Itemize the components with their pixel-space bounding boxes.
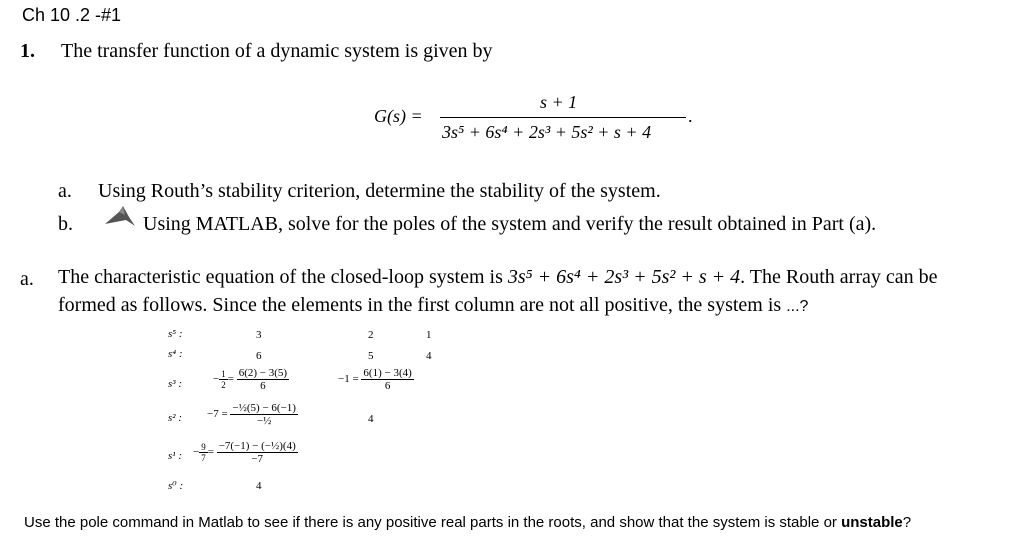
routh-power-s5: s⁵ :	[168, 328, 183, 340]
matlab-logo-icon	[104, 204, 136, 230]
routh-power-s2: s² :	[168, 412, 182, 424]
chapter-label: Ch 10 .2 -#1	[22, 5, 122, 25]
part-a-label: a.	[58, 180, 72, 202]
problem-number: 1.	[20, 40, 35, 62]
routh-s3-c2: −1 = $\frac{6(1) - 3(4)}{6}$	[338, 367, 412, 392]
instruction-text: Use the pole command in Matlab to see if there is any positive real parts in the roots, and show that the system is stable or	[24, 514, 837, 531]
routh-s4-c1: 6	[256, 350, 262, 362]
routh-power-s1: s¹ :	[168, 450, 182, 462]
solution-blank: ...?	[786, 298, 809, 315]
solution-line-1	[58, 266, 938, 289]
equation-period: .	[688, 106, 693, 126]
problem-statement: The transfer function of a dynamic system is given by	[61, 40, 493, 62]
solution-label: a.	[20, 268, 34, 290]
routh-s1-c1: − $\frac{9}{7}$ = $\frac{\text{−7(−1) − (−½)(4)}}{-7}$	[193, 440, 296, 465]
routh-s5-c1: 3	[256, 329, 262, 341]
routh-s3-c1: − $\frac{1}{2}$ = $\frac{6(2) - 3(5)}{6}$	[213, 367, 288, 392]
equation-fraction-bar	[440, 117, 686, 118]
routh-s5-c2: 2	[368, 329, 374, 341]
matlab-instruction	[24, 514, 911, 531]
equation-denominator: 3s⁵ + 6s⁴ + 2s³ + 5s² + s + 4	[442, 122, 652, 142]
solution-line-2-text: formed as follows. Since the elements in the first column are not all positive, the system is	[58, 294, 782, 316]
equation-lhs: G(s) =	[374, 106, 423, 126]
routh-power-s3: s³ :	[168, 378, 182, 390]
routh-s0-c1: 4	[256, 480, 262, 492]
solution-line-1-end: . The Routh array can be	[740, 266, 938, 288]
instruction-end: ?	[902, 514, 912, 531]
part-b-text: Using MATLAB, solve for the poles of the system and verify the result obtained in Part (a).	[143, 213, 877, 235]
equation-numerator: s + 1	[540, 92, 578, 112]
characteristic-equation: 3s⁵ + 6s⁴ + 2s³ + 5s² + s + 4	[507, 266, 741, 288]
routh-s2-c2: 4	[368, 413, 374, 425]
routh-s2-c1: −7 = $\frac{\text{−½(5) − 6(−1)}}{\text{−½}}$	[207, 402, 296, 427]
routh-power-s0: s⁰ :	[168, 480, 184, 492]
solution-line-2	[58, 294, 808, 317]
routh-s4-c3: 4	[426, 350, 432, 362]
part-a-text: Using Routh’s stability criterion, determine the stability of the system.	[98, 180, 661, 202]
routh-s4-c2: 5	[368, 350, 374, 362]
solution-line-1-start: The characteristic equation of the closed-loop system is	[58, 266, 503, 288]
routh-s5-c3: 1	[426, 329, 432, 341]
part-b-label: b.	[58, 213, 73, 235]
routh-power-s4: s⁴ :	[168, 348, 183, 360]
instruction-bold: unstable	[841, 514, 903, 531]
